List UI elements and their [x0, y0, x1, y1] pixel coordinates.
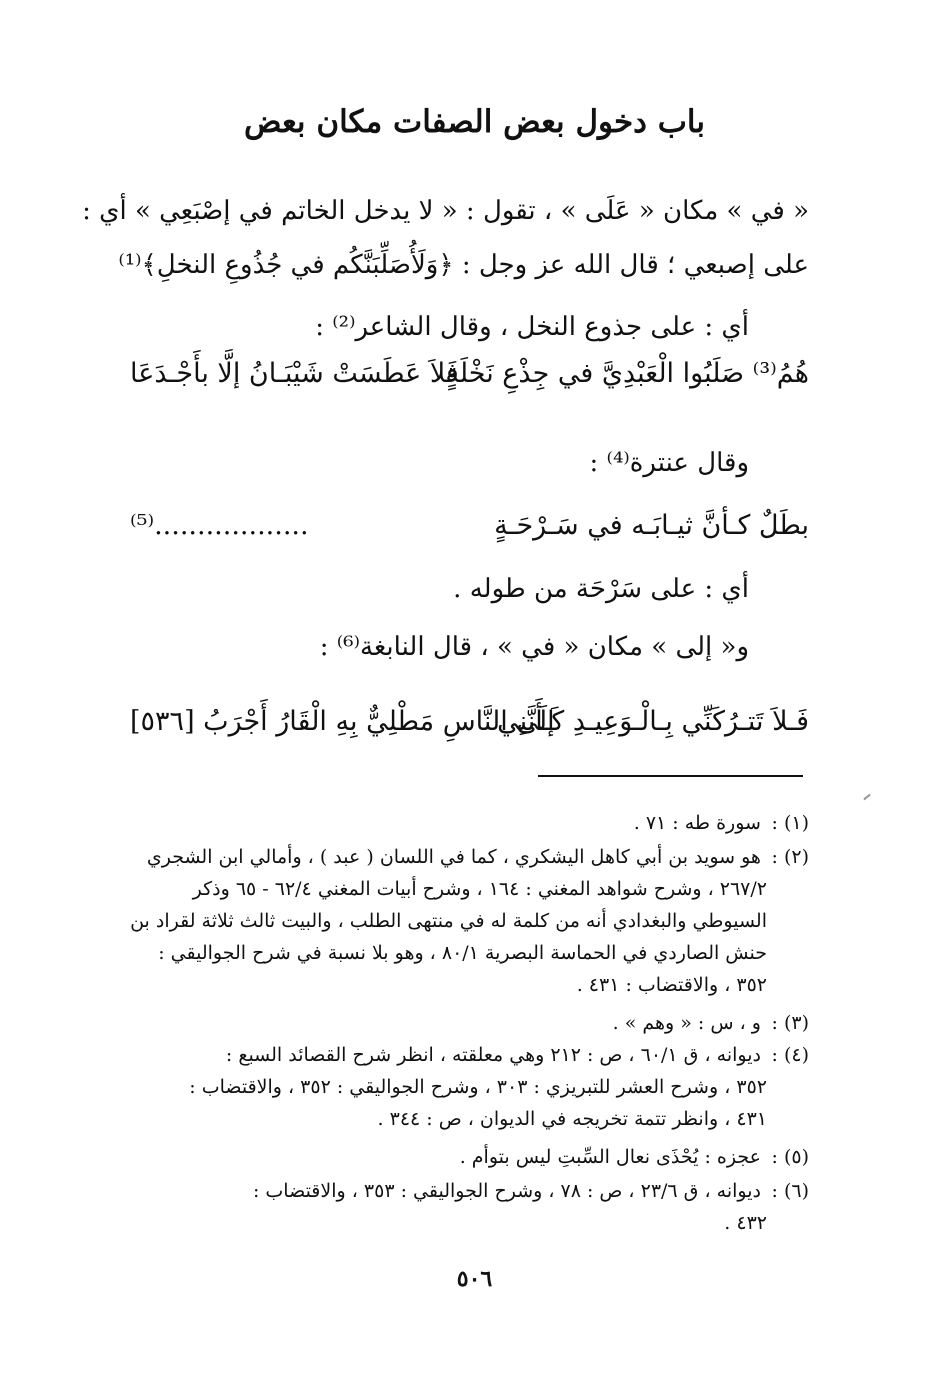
scan-mark	[863, 794, 870, 801]
footnote-2	[130, 846, 809, 868]
body-line-4: وقال عنترة⁽⁴⁾ :	[589, 448, 749, 478]
verse-3	[130, 706, 809, 752]
footnote-2-line-5: ٣٥٢ ، والاقتضاب : ٤٣١ .	[576, 974, 767, 996]
body-line-6: و« إلى » مكان « في » ، قال النابغة⁽⁶⁾ :	[319, 632, 749, 662]
footnote-number: (٣) :	[771, 1012, 809, 1034]
footnote-2-line-3: السيوطي والبغدادي أنه من كلمة له في منتهى الطلب ، والبيت ثالث ثلاثة لقراد بن	[130, 910, 767, 932]
footnote-text: عجزه : يُحْذَى نعال السِّبتِ ليس بتوأم .	[459, 1146, 761, 1168]
footnote-text: هو سويد بن أبي كاهل اليشكري ، كما في اللسان ( عبد ) ، وأمالي ابن الشجري	[146, 846, 761, 868]
footnote-4-line-3: ٤٣١ ، وانظر تتمة تخريجه في الديوان ، ص : ٣٤٤ .	[377, 1108, 767, 1130]
footnote-1	[130, 812, 809, 834]
footnote-6	[130, 1180, 809, 1202]
footnote-2-line-2: ٢٦٧/٢ ، وشرح شواهد المغني : ١٦٤ ، وشرح أبيات المغني ٦٢/٤ - ٦٥ وذكر	[192, 878, 767, 900]
footnote-number: (٦) :	[771, 1180, 809, 1202]
body-line-1: « في » مكان « عَلَى » ، تقول : « لا يدخل الخاتم في إصْبَعِي » أي :	[82, 196, 809, 226]
verse-1-second-hemistich: فَلاَ عَطَسَتْ شَيْبَـانُ إلَّا بأَجْـدَعَا	[130, 358, 459, 389]
footnote-4	[130, 1044, 809, 1066]
body-line-3: أي : على جذوع النخل ، وقال الشاعر⁽²⁾ :	[315, 312, 749, 342]
footnote-5	[130, 1146, 809, 1168]
verse-3-first-hemistich: فَـلاَ تَتـرُكَنِّي بِـالْـوَعِيـدِ كَـأَنَّنِي	[497, 706, 809, 737]
verse-3-second-hemistich: إلَى النَّاسِ مَطْلِيٌّ بِهِ الْقَارُ أَجْرَبُ [٥٣٦]	[130, 706, 555, 737]
page-number: ٥٠٦	[456, 1266, 493, 1292]
body-line-2: على إصبعي ؛ قال الله عز وجل : ﴿وَلَأُصَلِّبَنَّكُم في جُذُوعِ النخلِ﴾⁽¹⁾	[118, 250, 809, 280]
footnote-number: (٢) :	[771, 846, 809, 868]
verse-1	[130, 358, 809, 404]
body-line-5: أي : على سَرْحَة من طوله .	[453, 574, 749, 604]
footnote-6-line-2: ٤٣٢ .	[724, 1212, 767, 1234]
footnote-number: (٥) :	[771, 1146, 809, 1168]
verse-2	[130, 510, 809, 556]
verse-2-second-hemistich: ..................⁽⁵⁾	[130, 510, 309, 541]
footnote-text: ديوانه ، ق ٦٠/١ ، ص : ٢١٢ وهي معلقته ، انظر شرح القصائد السبع :	[225, 1044, 761, 1066]
verse-1-first-hemistich: هُمُ⁽³⁾ صَلَبُوا الْعَبْدِيَّ في جِذْعِ نَخْلَةٍ	[445, 358, 809, 389]
footnote-number: (٤) :	[771, 1044, 809, 1066]
footnote-number: (١) :	[771, 812, 809, 834]
footnote-2-line-4: حنش الصاردي في الحماسة البصرية ٨٠/١ ، وهو بلا نسبة في شرح الجواليقي :	[158, 942, 767, 964]
footnote-3	[130, 1012, 809, 1034]
footnote-separator	[538, 775, 803, 777]
footnote-text: ديوانه ، ق ٢٣/٦ ، ص : ٧٨ ، وشرح الجواليقي : ٣٥٣ ، والاقتضاب :	[252, 1180, 761, 1202]
footnote-text: و ، س : « وهم » .	[612, 1012, 761, 1034]
verse-2-first-hemistich: بطَلٌ كـأنَّ ثيـابَـه في سَـرْحَـةٍ	[494, 510, 809, 541]
page-title: باب دخول بعض الصفات مكان بعض	[243, 104, 706, 140]
footnote-4-line-2: ٣٥٢ ، وشرح العشر للتبريزي : ٣٠٣ ، وشرح الجواليقي : ٣٥٢ ، والاقتضاب :	[189, 1076, 767, 1098]
footnote-text: سورة طه : ٧١ .	[633, 812, 761, 834]
